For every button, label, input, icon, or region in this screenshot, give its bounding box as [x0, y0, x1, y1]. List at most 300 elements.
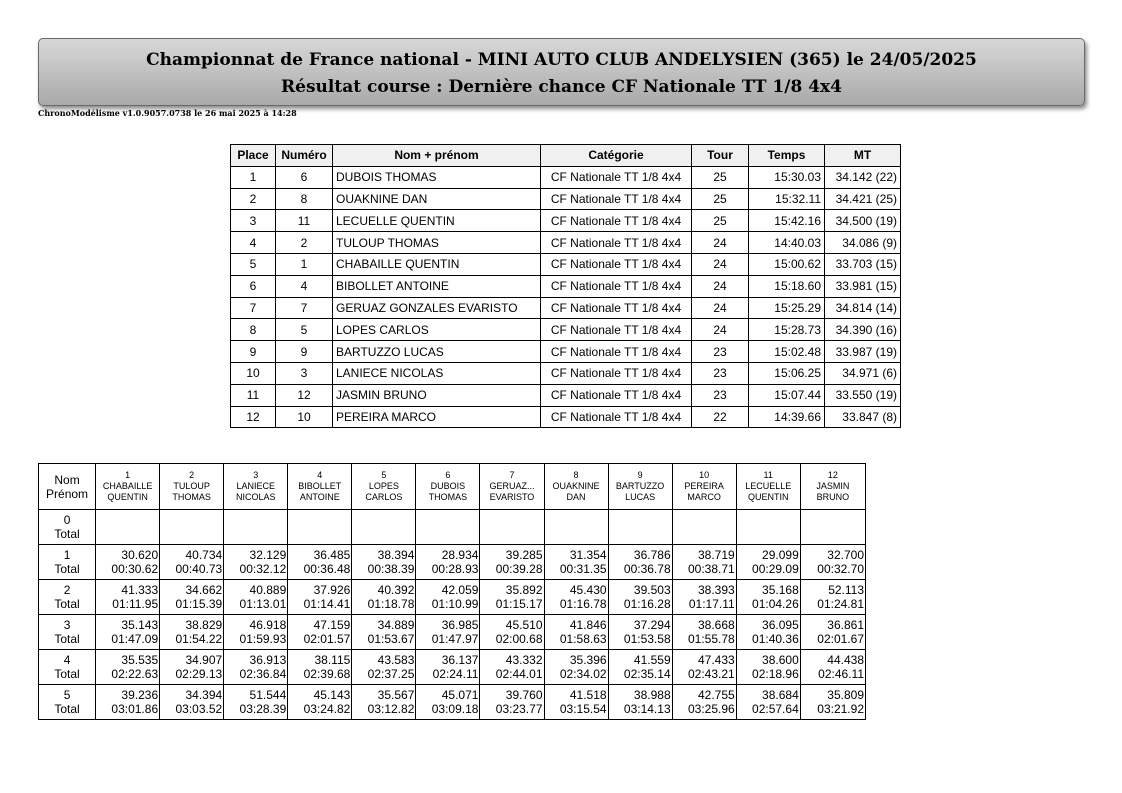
lap-number: 3 [63, 618, 71, 632]
lap-time-cell [288, 510, 352, 545]
driver-number: 11 [763, 470, 773, 480]
lap-time: 43.583 [377, 653, 415, 667]
cumulative-time: 01:53.58 [623, 632, 671, 646]
cumulative-time [547, 527, 607, 541]
driver-lastname: LOPES [368, 481, 399, 491]
lap-time-cell [800, 545, 865, 580]
lap-number: 2 [63, 583, 71, 597]
cumulative-time: 02:18.96 [752, 667, 799, 681]
lap-time-cell [480, 650, 544, 685]
lap-time: 35.168 [762, 583, 799, 597]
lap-time: 41.333 [121, 583, 159, 597]
driver-column-header [416, 464, 480, 510]
cumulative-time: 02:36.84 [239, 667, 287, 681]
lap-row-header [39, 615, 96, 650]
cumulative-time: 03:01.86 [111, 702, 159, 716]
lap-time: 36.095 [762, 618, 799, 632]
lap-time-cell [224, 685, 288, 720]
lap-time: 45.143 [313, 688, 351, 702]
lap-time-cell [736, 615, 800, 650]
lap-number: 1 [63, 548, 71, 562]
lap-time: 41.846 [569, 618, 607, 632]
col-header-laps: Tour [692, 145, 749, 167]
results-row [231, 210, 901, 232]
lap-time: 32.700 [827, 548, 864, 562]
cumulative-time: 02:35.14 [623, 667, 671, 681]
lap-total-label: Total [54, 562, 80, 576]
best-lap-cell: 34.500 (19) [825, 210, 901, 232]
driver-lastname: JASMIN [816, 481, 850, 491]
driver-column-header [288, 464, 352, 510]
driver-number: 4 [317, 470, 323, 480]
driver-name-cell: LECUELLE QUENTIN [333, 210, 541, 232]
lap-time-cell [288, 580, 352, 615]
best-lap-cell: 33.847 (8) [825, 406, 901, 428]
lap-time: 34.394 [185, 688, 223, 702]
lap-time: 46.918 [249, 618, 287, 632]
lap-time: 42.755 [697, 688, 735, 702]
results-row [231, 406, 901, 428]
place-cell: 5 [231, 253, 276, 275]
lap-number: 0 [63, 513, 71, 527]
lap-time [226, 513, 286, 527]
lap-row-header [39, 510, 96, 545]
lap-time: 28.934 [441, 548, 479, 562]
lap-time-cell [160, 650, 224, 685]
cumulative-time [98, 527, 158, 541]
driver-name-cell: PEREIRA MARCO [333, 406, 541, 428]
lap-time-cell [288, 615, 352, 650]
place-cell: 10 [231, 362, 276, 384]
place-cell: 7 [231, 297, 276, 319]
cumulative-time [354, 527, 414, 541]
lap-row [39, 615, 866, 650]
lap-time: 36.861 [827, 618, 864, 632]
laps-cell: 23 [692, 384, 749, 406]
lap-time: 39.236 [121, 688, 159, 702]
results-row [231, 319, 901, 341]
lap-time-cell [416, 510, 480, 545]
cumulative-time [611, 527, 671, 541]
cumulative-time: 03:12.82 [367, 702, 415, 716]
cumulative-time: 03:21.92 [817, 702, 864, 716]
driver-firstname: EVARISTO [489, 492, 535, 502]
lap-time: 35.567 [377, 688, 415, 702]
cumulative-time: 01:47.09 [111, 632, 159, 646]
cumulative-time: 00:28.93 [431, 562, 479, 576]
lap-total-label: Total [54, 632, 80, 646]
cumulative-time: 03:28.39 [239, 702, 287, 716]
lap-time-cell [224, 545, 288, 580]
driver-name-cell: BIBOLLET ANTOINE [333, 275, 541, 297]
lap-time: 38.393 [697, 583, 735, 597]
driver-number: 5 [381, 470, 387, 480]
cumulative-time: 01:16.78 [559, 597, 607, 611]
driver-name-cell: CHABAILLE QUENTIN [333, 253, 541, 275]
category-cell: CF Nationale TT 1/8 4x4 [541, 341, 692, 363]
lap-time [739, 513, 799, 527]
time-cell: 15:06.25 [749, 362, 825, 384]
lap-time-cell [736, 650, 800, 685]
lap-row [39, 685, 866, 720]
cumulative-time: 01:15.39 [175, 597, 223, 611]
best-lap-cell: 33.703 (15) [825, 253, 901, 275]
lap-time-cell [608, 580, 672, 615]
lap-time: 42.059 [441, 583, 479, 597]
driver-column-header [224, 464, 288, 510]
cumulative-time [418, 527, 478, 541]
cumulative-time: 03:03.52 [175, 702, 223, 716]
lap-time: 38.988 [633, 688, 671, 702]
number-cell: 7 [276, 297, 333, 319]
lap-time: 45.510 [505, 618, 543, 632]
lap-time: 38.394 [377, 548, 415, 562]
category-cell: CF Nationale TT 1/8 4x4 [541, 362, 692, 384]
driver-column-header [160, 464, 224, 510]
lap-time: 36.786 [633, 548, 671, 562]
lap-time-cell [800, 685, 865, 720]
results-row [231, 232, 901, 254]
laps-cell: 22 [692, 406, 749, 428]
lap-time: 38.684 [762, 688, 799, 702]
cumulative-time [739, 527, 799, 541]
driver-firstname: ANTOINE [299, 492, 340, 502]
lap-time: 37.294 [633, 618, 671, 632]
lap-time [803, 513, 864, 527]
lap-time: 44.438 [827, 653, 864, 667]
lap-time: 35.535 [121, 653, 159, 667]
time-cell: 14:40.03 [749, 232, 825, 254]
lap-time-cell [224, 650, 288, 685]
cumulative-time: 02:29.13 [175, 667, 223, 681]
lap-time-cell [608, 615, 672, 650]
lap-time-cell [224, 510, 288, 545]
driver-column-header [480, 464, 544, 510]
results-row [231, 297, 901, 319]
lap-table-header-row [39, 464, 866, 510]
lap-time: 40.889 [249, 583, 287, 597]
cumulative-time: 00:29.09 [752, 562, 799, 576]
best-lap-cell: 34.142 (22) [825, 166, 901, 188]
lap-time-cell [96, 580, 160, 615]
lap-time-cell [800, 580, 865, 615]
lap-time: 34.907 [185, 653, 223, 667]
lap-time-cell [416, 580, 480, 615]
results-row [231, 166, 901, 188]
lap-time [162, 513, 222, 527]
driver-firstname: QUENTIN [107, 492, 148, 502]
laps-cell: 24 [692, 232, 749, 254]
lap-time-cell [800, 650, 865, 685]
software-version-note: ChronoModélisme v1.0.9057.0738 le 26 mai 2025 à 14:28 [38, 108, 297, 118]
lap-time [98, 513, 158, 527]
time-cell: 15:28.73 [749, 319, 825, 341]
col-header-time: Temps [749, 145, 825, 167]
lap-time: 36.137 [441, 653, 479, 667]
lap-time: 52.113 [828, 583, 864, 597]
lap-time: 34.662 [185, 583, 223, 597]
lap-time: 38.115 [314, 653, 351, 667]
lap-time: 36.913 [249, 653, 287, 667]
col-header-place: Place [231, 145, 276, 167]
col-header-best-lap: MT [825, 145, 901, 167]
lap-time [418, 513, 478, 527]
place-cell: 8 [231, 319, 276, 341]
place-cell: 9 [231, 341, 276, 363]
laps-cell: 25 [692, 210, 749, 232]
cumulative-time: 03:25.96 [687, 702, 735, 716]
best-lap-cell: 33.550 (19) [825, 384, 901, 406]
cumulative-time: 00:39.28 [495, 562, 543, 576]
time-cell: 14:39.66 [749, 406, 825, 428]
driver-lastname: LANIECE [236, 481, 275, 491]
number-cell: 5 [276, 319, 333, 341]
cumulative-time: 01:58.63 [559, 632, 607, 646]
place-cell: 2 [231, 188, 276, 210]
lap-time-cell [160, 510, 224, 545]
lap-time-cell [416, 545, 480, 580]
results-table [230, 144, 901, 428]
lap-time: 47.433 [697, 653, 735, 667]
cumulative-time: 00:36.78 [623, 562, 671, 576]
lap-time-cell [544, 545, 608, 580]
category-cell: CF Nationale TT 1/8 4x4 [541, 275, 692, 297]
cumulative-time: 02:24.11 [432, 667, 479, 681]
lap-time: 39.503 [633, 583, 671, 597]
lap-time-cell [96, 615, 160, 650]
best-lap-cell: 34.390 (16) [825, 319, 901, 341]
lap-row [39, 545, 866, 580]
driver-name-cell: LANIECE NICOLAS [333, 362, 541, 384]
cumulative-time: 01:24.81 [817, 597, 864, 611]
lap-time [354, 513, 414, 527]
lap-row [39, 580, 866, 615]
lap-total-label: Total [54, 667, 80, 681]
laps-cell: 25 [692, 188, 749, 210]
lap-row [39, 650, 866, 685]
time-cell: 15:32.11 [749, 188, 825, 210]
driver-firstname: MARCO [687, 492, 721, 502]
lap-time-cell [800, 510, 865, 545]
cumulative-time: 00:30.62 [111, 562, 159, 576]
lap-time: 45.071 [441, 688, 479, 702]
lap-number: 5 [63, 688, 71, 702]
best-lap-cell: 34.814 (14) [825, 297, 901, 319]
place-cell: 6 [231, 275, 276, 297]
lap-time: 32.129 [249, 548, 287, 562]
time-cell: 15:18.60 [749, 275, 825, 297]
cumulative-time: 01:55.78 [687, 632, 735, 646]
lap-time [290, 513, 350, 527]
number-cell: 10 [276, 406, 333, 428]
cumulative-time: 02:57.64 [752, 702, 799, 716]
cumulative-time: 03:15.54 [559, 702, 607, 716]
cumulative-time [675, 527, 735, 541]
place-cell: 3 [231, 210, 276, 232]
number-cell: 2 [276, 232, 333, 254]
lap-time-cell [480, 580, 544, 615]
lap-time-cell [96, 510, 160, 545]
col-header-number: Numéro [276, 145, 333, 167]
lap-time-cell [672, 615, 736, 650]
driver-number: 7 [509, 470, 515, 480]
best-lap-cell: 33.987 (19) [825, 341, 901, 363]
driver-column-header [672, 464, 736, 510]
driver-column-header [96, 464, 160, 510]
time-cell: 15:00.62 [749, 253, 825, 275]
lap-time-cell [480, 545, 544, 580]
cumulative-time: 02:37.25 [367, 667, 415, 681]
cumulative-time: 02:34.02 [559, 667, 607, 681]
driver-number: 12 [827, 470, 838, 480]
driver-firstname: LUCAS [625, 492, 656, 502]
lap-time [611, 513, 671, 527]
lap-time: 35.396 [569, 653, 607, 667]
driver-lastname: TULOUP [173, 481, 210, 491]
driver-column-header [352, 464, 416, 510]
cumulative-time: 02:46.11 [818, 667, 864, 681]
driver-name-cell: BARTUZZO LUCAS [333, 341, 541, 363]
lap-time-cell [96, 685, 160, 720]
number-cell: 12 [276, 384, 333, 406]
lap-time-cell [160, 580, 224, 615]
driver-firstname: THOMAS [428, 492, 468, 502]
driver-column-header [608, 464, 672, 510]
lap-time-cell [352, 545, 416, 580]
lap-time-cell [352, 615, 416, 650]
lap-time-cell [288, 685, 352, 720]
cumulative-time: 00:38.71 [687, 562, 735, 576]
lap-time: 43.332 [505, 653, 543, 667]
lap-time-cell [352, 650, 416, 685]
driver-name-cell: JASMIN BRUNO [333, 384, 541, 406]
number-cell: 6 [276, 166, 333, 188]
results-row [231, 362, 901, 384]
lap-time [547, 513, 607, 527]
cumulative-time: 03:14.13 [623, 702, 671, 716]
time-cell: 15:42.16 [749, 210, 825, 232]
lap-row-header [39, 650, 96, 685]
time-cell: 15:30.03 [749, 166, 825, 188]
cumulative-time [226, 527, 286, 541]
lap-time-cell [672, 545, 736, 580]
lap-time: 39.760 [505, 688, 543, 702]
lap-table-corner-header [39, 464, 96, 510]
laps-cell: 23 [692, 341, 749, 363]
lap-time-cell [544, 685, 608, 720]
cumulative-time [290, 527, 350, 541]
place-cell: 4 [231, 232, 276, 254]
results-row [231, 188, 901, 210]
number-cell: 1 [276, 253, 333, 275]
cumulative-time: 01:14.41 [303, 597, 351, 611]
lap-row-header [39, 545, 96, 580]
lap-time: 47.159 [313, 618, 351, 632]
lap-time-cell [608, 685, 672, 720]
lap-time: 35.143 [121, 618, 159, 632]
driver-number: 2 [189, 470, 195, 480]
lap-time-cell [544, 650, 608, 685]
driver-lastname: BIBOLLET [298, 481, 342, 491]
cumulative-time [803, 527, 864, 541]
lap-row [39, 510, 866, 545]
lap-time-cell [224, 615, 288, 650]
cumulative-time: 03:24.82 [303, 702, 351, 716]
cumulative-time: 00:36.48 [303, 562, 351, 576]
driver-lastname: PEREIRA [684, 481, 724, 491]
lap-total-label: Total [54, 702, 80, 716]
lap-time-cell [736, 510, 800, 545]
cumulative-time: 01:16.28 [623, 597, 671, 611]
lap-time-cell [160, 685, 224, 720]
place-cell: 1 [231, 166, 276, 188]
laps-cell: 24 [692, 297, 749, 319]
lap-time-cell [736, 545, 800, 580]
category-cell: CF Nationale TT 1/8 4x4 [541, 384, 692, 406]
lap-time: 36.985 [441, 618, 479, 632]
cumulative-time [482, 527, 542, 541]
lap-time-cell [544, 615, 608, 650]
cumulative-time: 02:39.68 [303, 667, 351, 681]
cumulative-time: 00:31.35 [559, 562, 607, 576]
time-cell: 15:07.44 [749, 384, 825, 406]
driver-lastname: BARTUZZO [615, 481, 665, 491]
lap-time-cell [416, 650, 480, 685]
lap-time-cell [288, 650, 352, 685]
cumulative-time: 01:04.26 [752, 597, 799, 611]
cumulative-time: 03:09.18 [431, 702, 479, 716]
driver-column-header [736, 464, 800, 510]
lap-time-cell [352, 510, 416, 545]
lap-time-cell [352, 580, 416, 615]
cumulative-time: 02:00.68 [495, 632, 543, 646]
lap-time-cell [544, 580, 608, 615]
lap-time-cell [224, 580, 288, 615]
lap-time-cell [416, 685, 480, 720]
results-row [231, 384, 901, 406]
time-cell: 15:02.48 [749, 341, 825, 363]
cumulative-time: 01:10.99 [431, 597, 479, 611]
driver-firstname: NICOLAS [235, 492, 276, 502]
corner-label-firstname: Prénom [46, 486, 89, 501]
lap-time: 37.926 [313, 583, 351, 597]
lap-time-cell [96, 545, 160, 580]
best-lap-cell: 34.421 (25) [825, 188, 901, 210]
cumulative-time: 00:32.12 [239, 562, 287, 576]
best-lap-cell: 33.981 (15) [825, 275, 901, 297]
lap-time: 38.719 [697, 548, 735, 562]
lap-total-label: Total [54, 597, 80, 611]
cumulative-time: 01:47.97 [431, 632, 479, 646]
number-cell: 4 [276, 275, 333, 297]
best-lap-cell: 34.086 (9) [825, 232, 901, 254]
lap-time-cell [544, 510, 608, 545]
results-row [231, 341, 901, 363]
lap-row-header [39, 580, 96, 615]
laps-cell: 23 [692, 362, 749, 384]
driver-firstname: CARLOS [365, 492, 403, 502]
lap-time-cell [352, 685, 416, 720]
driver-firstname: QUENTIN [747, 492, 789, 502]
results-row [231, 275, 901, 297]
lap-time-cell [672, 580, 736, 615]
cumulative-time: 01:53.67 [367, 632, 415, 646]
lap-time: 29.099 [762, 548, 799, 562]
driver-number: 1 [125, 470, 131, 480]
driver-number: 10 [699, 470, 710, 480]
laps-cell: 25 [692, 166, 749, 188]
lap-time: 35.892 [505, 583, 543, 597]
